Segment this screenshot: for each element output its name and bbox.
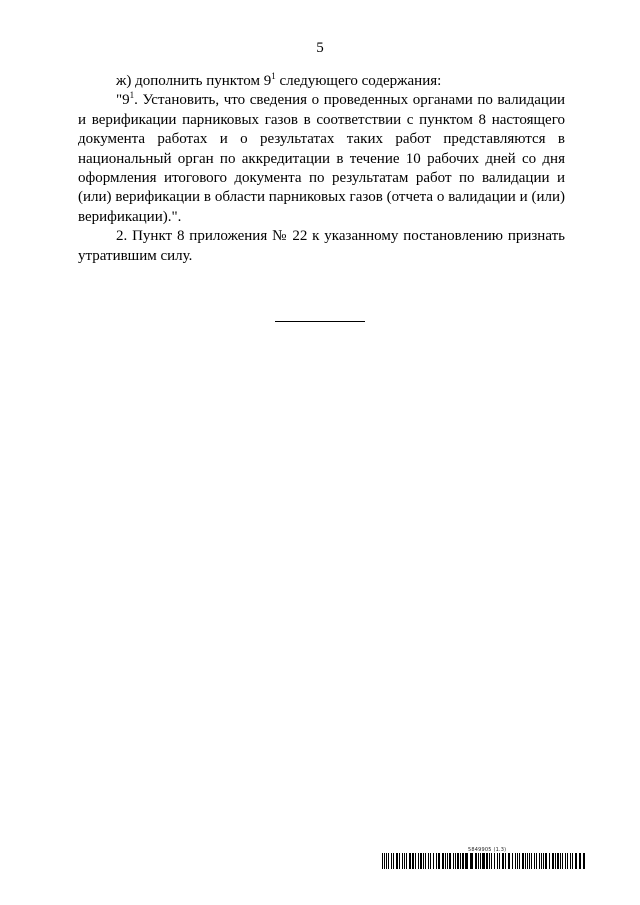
superscript: 1	[129, 90, 135, 101]
paragraph-text: ж) дополнить пунктом 9	[116, 73, 272, 89]
paragraph-text: "9	[116, 92, 130, 109]
superscript: 1	[271, 71, 276, 81]
paragraph-point-2: 2. Пункт 8 приложения № 22 к указанному постановлению признать утратившим силу.	[78, 228, 565, 264]
divider-line	[275, 321, 365, 322]
document-body	[78, 72, 565, 266]
paragraph-text: . Установить, что сведения о проведенных органами по валидации и верификации парниковых газов в соответствии с пунктом 8 настоящего документа работах и о результатах таких работ представляются в национальный орган по аккредитации в течение 10 рабочих дней со дня оформления итогового документа по результатам работ по валидации и (или) верификации в области парниковых газов (отчета о валидации и (или) верификации).".	[78, 92, 565, 225]
paragraph-new-clause	[78, 91, 565, 227]
page-number: 5	[316, 40, 324, 56]
paragraph-text: следующего содержания:	[275, 73, 442, 89]
barcode-icon	[382, 853, 588, 869]
barcode-label: 5849905 (1.3)	[468, 847, 507, 853]
paragraph-amendment-intro	[78, 72, 565, 91]
